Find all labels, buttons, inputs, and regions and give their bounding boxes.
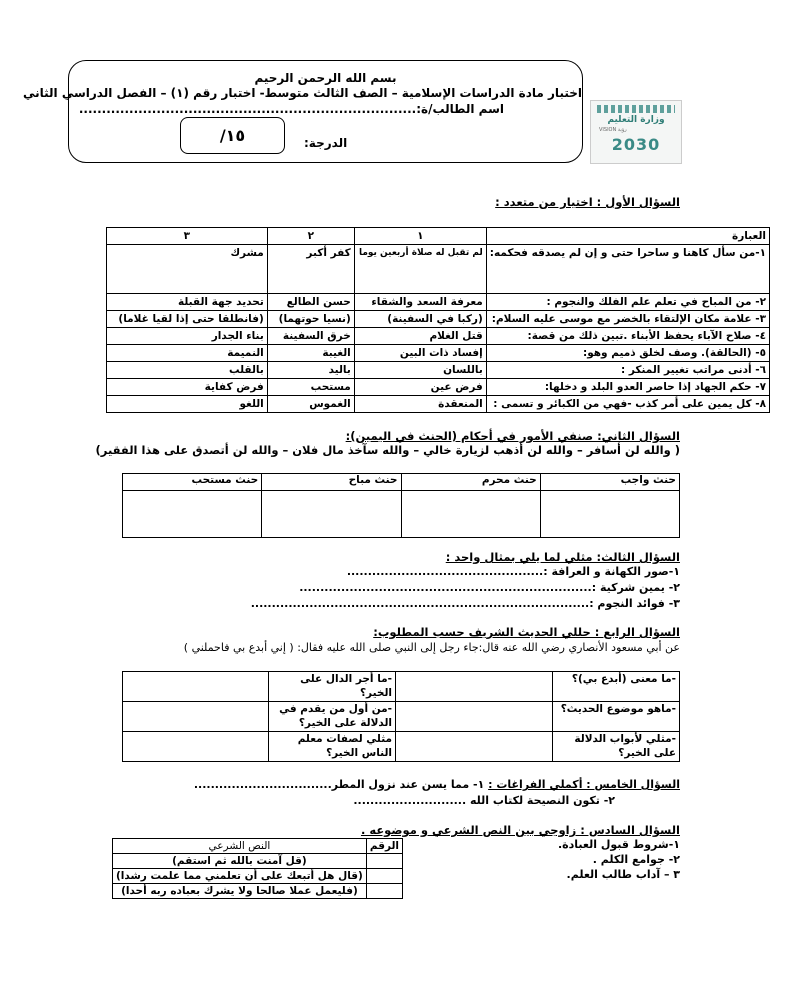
q1-option[interactable]: (ركبا في السفينة) bbox=[354, 311, 486, 328]
exam-header bbox=[22, 60, 583, 163]
exam-title: اختبار مادة الدراسات الإسلامية – الصف الثالث متوسط- اختبار رقم (١) – الفصل الدراسي الثاني bbox=[22, 86, 582, 100]
q5-item[interactable]: ١- مما يسن عند نزول المطر................................. bbox=[193, 778, 485, 791]
q1-option[interactable]: معرفة السعد والشقاء bbox=[354, 294, 486, 311]
q1-option[interactable]: اللغو bbox=[107, 396, 268, 413]
grade-label: الدرجة: bbox=[304, 136, 348, 150]
q4-title: السؤال الرابع : حللي الحديث الشريف حسب المطلوب: bbox=[373, 625, 680, 639]
q1-option[interactable]: مستحب bbox=[267, 379, 354, 396]
q5-item[interactable]: ٢- تكون النصيحة لكتاب الله ........................... bbox=[353, 794, 615, 807]
q4-question: -من أول من يقدم في الدلالة على الخير؟ bbox=[269, 702, 396, 732]
q6-text: (قل آمنت بالله ثم استقم) bbox=[113, 854, 367, 869]
q1-option[interactable]: المنعقدة bbox=[354, 396, 486, 413]
q4-question: -ما أجر الدال على الخير؟ bbox=[269, 672, 396, 702]
q2-header: حنث محرم bbox=[401, 474, 540, 491]
q1-option[interactable]: باليد bbox=[267, 362, 354, 379]
q2-answer-cell[interactable] bbox=[540, 491, 679, 538]
q1-option[interactable]: مشرك bbox=[107, 245, 268, 294]
q3-title: السؤال الثالث: مثلي لما يلي بمثال واحد : bbox=[445, 550, 680, 564]
q1-header: العبارة bbox=[486, 228, 769, 245]
q3-item[interactable]: ٣- فوائد النجوم :................................................................................. bbox=[250, 597, 680, 610]
q4-question: -ماهو موضوع الحديث؟ bbox=[553, 702, 680, 732]
q1-row bbox=[107, 345, 770, 362]
q1-option[interactable]: الغموس bbox=[267, 396, 354, 413]
q1-option[interactable]: النميمة bbox=[107, 345, 268, 362]
q5-line-1 bbox=[194, 778, 680, 791]
q1-title: السؤال الأول : اختيار من متعدد : bbox=[495, 195, 680, 209]
q1-option[interactable]: كفر أكبر bbox=[267, 245, 354, 294]
ministry-name: وزارة التعليم bbox=[607, 115, 665, 125]
q1-header: ٣ bbox=[107, 228, 268, 245]
q1-statement: ٦- أدنى مراتب تغيير المنكر : bbox=[486, 362, 769, 379]
q2-statement: ( والله لن أسافر – والله لن أذهب لزيارة خالي – والله سآخذ مال فلان – والله لن أتصدق على هذا الفقير) bbox=[95, 443, 680, 457]
q6-topic: ٣ – آداب طالب العلم. bbox=[566, 868, 680, 881]
q1-statement: ٣- علامة مكان الإلتقاء بالخضر مع موسى عليه السلام: bbox=[486, 311, 769, 328]
q1-option[interactable]: (فانطلقا حتى إذا لقيا غلاما) bbox=[107, 311, 268, 328]
q4-hadith: عن أبي مسعود الأنصاري رضي الله عنه قال:جاء رجل إلى النبي صلى الله عليه فقال: ( إني أبدع بي فاحملني ) bbox=[183, 641, 680, 654]
q1-option[interactable]: (نسيا حوتهما) bbox=[267, 311, 354, 328]
q2-answer-cell[interactable] bbox=[262, 491, 401, 538]
q1-option[interactable]: إفساد ذات البين bbox=[354, 345, 486, 362]
q1-row bbox=[107, 245, 770, 294]
q1-row bbox=[107, 328, 770, 345]
q1-option[interactable]: الغيبة bbox=[267, 345, 354, 362]
q1-option[interactable]: خرق السفينة bbox=[267, 328, 354, 345]
q1-option[interactable]: فرض عين bbox=[354, 379, 486, 396]
q4-answer-cell[interactable] bbox=[123, 672, 269, 702]
q5-title: السؤال الخامس : أكملي الفراغات : bbox=[488, 778, 680, 791]
q6-number-cell[interactable] bbox=[366, 869, 402, 884]
q6-topic: ٢- جوامع الكلم . bbox=[592, 853, 680, 866]
q1-option[interactable]: باللسان bbox=[354, 362, 486, 379]
q1-statement: ٧- حكم الجهاد إذا حاصر العدو البلد و دخلها: bbox=[486, 379, 769, 396]
q1-row bbox=[107, 362, 770, 379]
q6-number-cell[interactable] bbox=[366, 854, 402, 869]
q1-option[interactable]: حسن الطالع bbox=[267, 294, 354, 311]
q1-option[interactable]: لم تقبل له صلاة أربعين يوما bbox=[354, 245, 486, 294]
q6-topic: ١-شروط قبول العبادة. bbox=[557, 838, 680, 851]
q6-header: الرقم bbox=[366, 839, 402, 854]
q6-table bbox=[112, 838, 403, 899]
q1-option[interactable]: بالقلب bbox=[107, 362, 268, 379]
q2-title: السؤال الثاني: صنفي الأمور في أحكام (الحنث في اليمين): bbox=[345, 429, 680, 443]
q1-header: ٢ bbox=[267, 228, 354, 245]
q1-row bbox=[107, 294, 770, 311]
grade-box: ١٥/ bbox=[180, 117, 285, 154]
q6-title: السؤال السادس : زاوجي بين النص الشرعي و موضوعه . bbox=[360, 823, 680, 837]
vision-label: VISION رؤية bbox=[599, 127, 627, 133]
q4-question: مثلي لصفات معلم الناس الخير؟ bbox=[269, 732, 396, 762]
q1-option[interactable]: بناء الجدار bbox=[107, 328, 268, 345]
q3-item[interactable]: ١-صور الكهانة و العرافة :............................................... bbox=[346, 565, 680, 578]
q6-number-cell[interactable] bbox=[366, 884, 402, 899]
q4-question: -مثلي لأبواب الدلالة على الخير؟ bbox=[553, 732, 680, 762]
basmala: بسم الله الرحمن الرحيم bbox=[254, 71, 397, 85]
q4-answer-cell[interactable] bbox=[123, 732, 269, 762]
q1-header: ١ bbox=[354, 228, 486, 245]
q2-header: حنث مباح bbox=[262, 474, 401, 491]
q6-header: النص الشرعي bbox=[113, 839, 367, 854]
q1-statement: ٤- صلاح الآباء يحفظ الأبناء .تبين ذلك من قصة: bbox=[486, 328, 769, 345]
q4-table bbox=[122, 671, 680, 762]
q1-statement: ٢- من المباح في تعلم علم الفلك والنجوم : bbox=[486, 294, 769, 311]
q1-option[interactable]: فرض كفاية bbox=[107, 379, 268, 396]
q4-answer-cell[interactable] bbox=[396, 672, 553, 702]
q3-item[interactable]: ٢- يمين شركية :...................................................................... bbox=[299, 581, 680, 594]
q1-statement: ٥- (الحالقة). وصف لخلق ذميم وهو: bbox=[486, 345, 769, 362]
q1-table bbox=[106, 227, 770, 413]
q1-row bbox=[107, 396, 770, 413]
q1-option[interactable]: قتل الغلام bbox=[354, 328, 486, 345]
logo-pattern-icon bbox=[597, 105, 675, 113]
q4-answer-cell[interactable] bbox=[123, 702, 269, 732]
q2-table bbox=[122, 473, 680, 538]
q2-answer-cell[interactable] bbox=[401, 491, 540, 538]
q2-header: حنث مستحب bbox=[123, 474, 262, 491]
q4-answer-cell[interactable] bbox=[396, 732, 553, 762]
q1-option[interactable]: تحديد جهة القبلة bbox=[107, 294, 268, 311]
q1-statement: ٨- كل يمين على أمر كذب -فهي من الكبائر و تسمى : bbox=[486, 396, 769, 413]
q6-text: (قال هل أتبعك على أن تعلمني مما علمت رشدا) bbox=[113, 869, 367, 884]
q1-statement: ١-من سأل كاهنا و ساحرا حتى و إن لم يصدقه فحكمه: bbox=[486, 245, 769, 294]
ministry-logo bbox=[590, 100, 682, 164]
q6-text: (فليعمل عملا صالحا ولا يشرك بعباده ربه أحدا) bbox=[113, 884, 367, 899]
q1-row bbox=[107, 379, 770, 396]
q2-answer-cell[interactable] bbox=[123, 491, 262, 538]
q4-question: -ما معنى (أبدع بي)؟ bbox=[553, 672, 680, 702]
q2-header: حنث واجب bbox=[540, 474, 679, 491]
q4-answer-cell[interactable] bbox=[396, 702, 553, 732]
q1-header-row bbox=[107, 228, 770, 245]
vision-2030-logo: 2030 bbox=[611, 135, 661, 154]
student-name-field[interactable]: اسم الطالب/ة:.......................................................................... bbox=[78, 102, 504, 116]
q1-row bbox=[107, 311, 770, 328]
